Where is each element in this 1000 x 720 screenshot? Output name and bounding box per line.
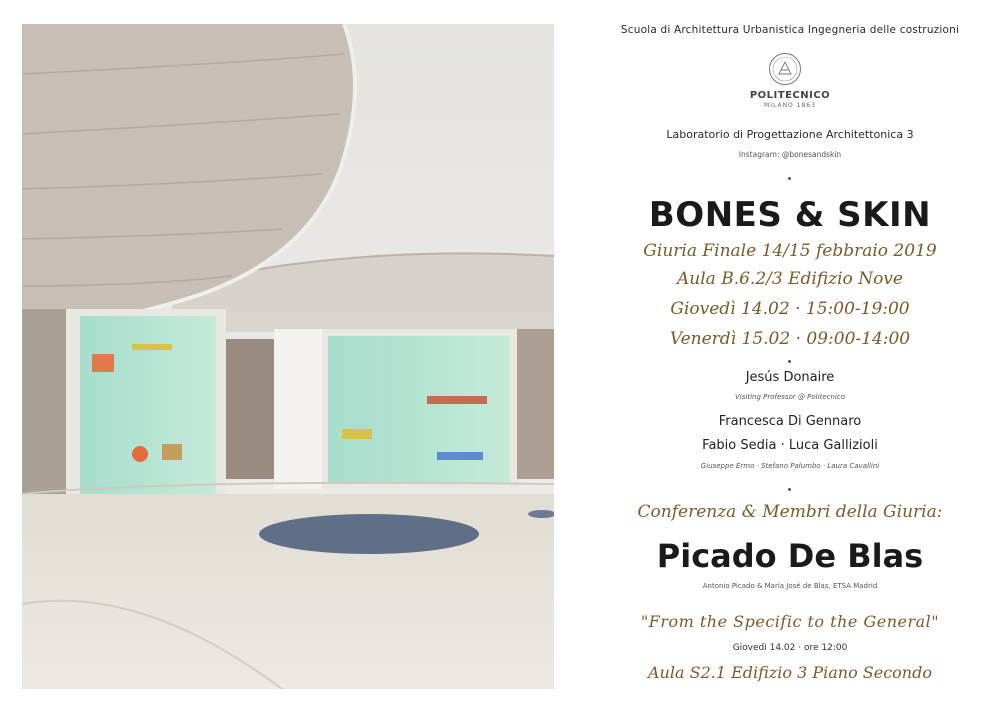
school-name: Scuola di Architettura Urbanistica Ingegneria delle costruzioni	[620, 24, 960, 36]
day-two-time: Venerdì 15.02 · 09:00-14:00	[669, 329, 911, 349]
separator-dot	[788, 488, 791, 491]
talk-time: Giovedì 14.02 · ore 12:00	[732, 643, 848, 653]
jury-date: Giuria Finale 14/15 febbraio 2019	[643, 241, 937, 261]
faculty-name-1: Jesús Donaire	[745, 370, 835, 385]
talk-room: Aula S2.1 Edifizio 3 Piano Secondo	[648, 663, 932, 682]
lab-instagram: Instagram: @bonesandskin	[738, 150, 842, 159]
politecnico-logo-icon	[768, 52, 802, 86]
speaker-name: Picado De Blas	[656, 537, 924, 575]
lab-name: Laboratorio di Progettazione Architettonica 3	[666, 128, 914, 141]
day-one-time: Giovedì 14.02 · 15:00-19:00	[670, 299, 910, 319]
event-room: Aula B.6.2/3 Edifizio Nove	[677, 269, 903, 289]
faculty-name-2: Francesca Di Gennaro	[718, 414, 862, 429]
talk-title: "From the Specific to the General"	[640, 612, 940, 631]
event-title: BONES & SKIN	[648, 195, 932, 235]
faculty-role-1: Visiting Professor @ Politecnico	[735, 393, 845, 401]
building-interior-photo	[22, 24, 554, 689]
separator-dot	[788, 177, 791, 180]
logo-name: POLITECNICO	[749, 90, 831, 101]
faculty-name-3: Fabio Sedia · Luca Gallizioli	[702, 438, 878, 453]
speaker-subtitle: Antonio Picado & María José de Blas, ETSA Madrid	[702, 582, 878, 590]
separator-dot	[788, 360, 791, 363]
poster-text-panel	[580, 0, 1000, 720]
logo-subtitle: MILANO 1863	[764, 102, 816, 109]
faculty-role-3: Giuseppe Ermo · Stefano Palumbo · Laura Cavallini	[700, 462, 880, 470]
conference-heading: Conferenza & Membri della Giuria:	[637, 502, 943, 522]
